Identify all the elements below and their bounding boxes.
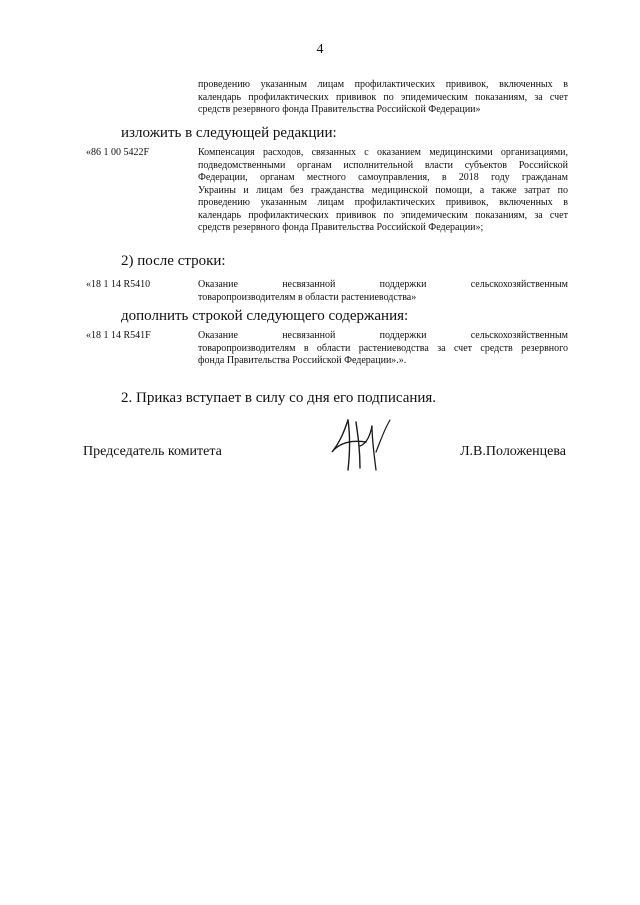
- heading-edit-instruction: изложить в следующей редакции:: [121, 125, 337, 141]
- text-line: Украины и лицам без гражданства медицинской помощи, а также затрат по: [198, 184, 568, 196]
- heading-after-line: 2) после строки:: [121, 253, 226, 269]
- text-line: Оказание несвязанной поддержки сельскохозяйственным: [198, 330, 568, 341]
- budget-code: «18 1 14 R541F: [86, 330, 151, 341]
- text-line: средств резервного фонда Правительства Российской Федерации»;: [198, 222, 484, 233]
- entry-description: [198, 330, 568, 368]
- text-line: календарь профилактических прививок по эпидемическим показаниям, за счет: [198, 91, 568, 103]
- text-line: Компенсация расходов, связанных с оказанием медицинскими организациями,: [198, 147, 568, 158]
- handwritten-signature: [326, 412, 398, 474]
- signatory-name: Л.В.Положенцева: [460, 444, 566, 459]
- text-line: товаропроизводителям в области растениеводства за счет средств резервного: [198, 342, 568, 354]
- text-line: проведению указанным лицам профилактических прививок, включенных в: [198, 79, 568, 90]
- page-number: 4: [316, 42, 324, 57]
- text-line: подведомственными органам исполнительной власти субъектов Российской: [198, 159, 568, 171]
- clause-effective-date: 2. Приказ вступает в силу со дня его подписания.: [121, 390, 437, 406]
- heading-add-line: дополнить строкой следующего содержания:: [121, 308, 409, 324]
- budget-code: «86 1 00 5422F: [86, 147, 150, 158]
- text-line: фонда Правительства Российской Федерации».».: [198, 355, 407, 366]
- text-line: Федерации, органам местного самоуправления, в 2018 году гражданам: [198, 172, 568, 183]
- budget-code: «18 1 14 R5410: [86, 279, 151, 290]
- text-line: средств резервного фонда Правительства Российской Федерации»: [198, 104, 481, 115]
- text-line: Оказание несвязанной поддержки сельскохозяйственным: [198, 279, 568, 290]
- text-line: календарь профилактических прививок по эпидемическим показаниям, за счет: [198, 209, 568, 221]
- text-line: проведению указанным лицам профилактических прививок, включенных в: [198, 197, 568, 208]
- entry-description: [198, 147, 568, 235]
- entry-description: [198, 279, 568, 304]
- signatory-position: Председатель комитета: [83, 444, 222, 459]
- top-paragraph: [198, 79, 568, 117]
- text-line: товаропроизводителям в области растениеводства»: [198, 291, 417, 303]
